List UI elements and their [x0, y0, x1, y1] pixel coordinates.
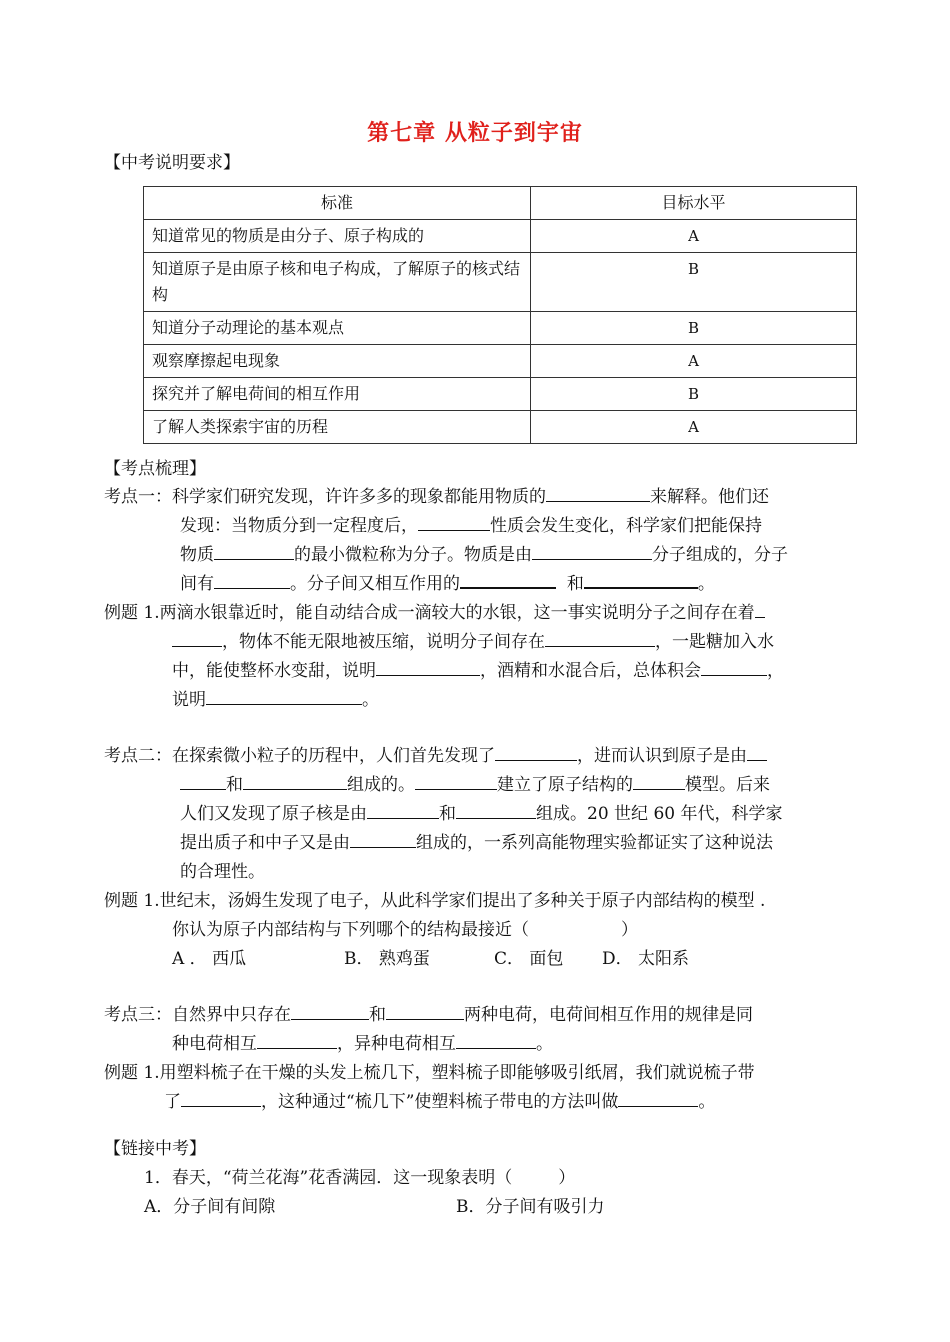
kp2-text: 提出质子和中子又是由	[180, 833, 350, 853]
ex2-options	[172, 944, 690, 969]
ex1-line2	[172, 627, 774, 652]
kp1-text: 物质	[180, 545, 214, 565]
option-b[interactable]: B．分子间有吸引力	[456, 1197, 605, 1217]
ex3-text: 用塑料梳子在干燥的头发上梳几下，塑料梳子即能够吸引纸屑，我们就说梳子带	[159, 1063, 755, 1083]
ex3-text: 。	[698, 1092, 716, 1112]
header-standard: 标准	[144, 187, 531, 220]
kp2-text: 人们又发现了原子核是由	[180, 804, 367, 824]
table-row	[144, 378, 857, 411]
ex2-line2	[172, 915, 638, 940]
table-row	[144, 220, 857, 253]
cell-level: B	[531, 378, 857, 411]
kp2-line1	[104, 741, 767, 766]
option-d[interactable]: D． 太阳系	[602, 949, 690, 969]
requirements-table	[143, 186, 857, 444]
blank[interactable]	[243, 771, 347, 790]
cell-level: B	[531, 253, 857, 312]
kp1-line3	[180, 540, 788, 565]
kp2-text: 的合理性。	[180, 862, 265, 882]
q1-text: 1．春天，“荷兰花海”花香满园．这一现象表明（	[144, 1168, 513, 1188]
ex1-text: 说明	[172, 690, 206, 710]
ex2-text: 你认为原子内部结构与下列哪个的结构最接近（	[172, 920, 529, 940]
option-b[interactable]: B． 熟鸡蛋	[344, 949, 430, 969]
table-row	[144, 312, 857, 345]
kp2-text: ，进而认识到原子是由	[577, 746, 747, 766]
blank[interactable]	[206, 686, 362, 705]
blank[interactable]	[180, 771, 226, 790]
cell-standard: 观察摩擦起电现象	[144, 345, 531, 378]
ex2-text: ）	[621, 920, 638, 940]
kp1-text: 性质会发生变化，科学家们把能保持	[490, 516, 762, 536]
blank[interactable]	[701, 657, 767, 676]
page-title: 第七章 从粒子到宇宙	[367, 120, 583, 146]
kp2-text: 模型。后来	[685, 775, 770, 795]
blank[interactable]	[755, 599, 765, 618]
kp1-label: 考点一：	[104, 487, 172, 507]
blank[interactable]	[367, 800, 439, 819]
ex3-label: 例题 1.	[104, 1063, 160, 1083]
kp2-line5	[180, 857, 265, 882]
ex1-text: ，酒精和水混合后，总体积会	[480, 661, 701, 681]
ex1-label: 例题 1.	[104, 603, 160, 623]
review-heading: 【考点梳理】	[104, 459, 206, 479]
blank[interactable]	[418, 512, 490, 531]
ex1-line1	[104, 598, 765, 623]
ex3-text: 了	[164, 1092, 181, 1112]
kp1-text: 间有	[180, 574, 214, 594]
kp2-line4	[180, 828, 773, 853]
blank[interactable]	[495, 742, 577, 761]
cell-standard: 了解人类探索宇宙的历程	[144, 411, 531, 444]
kp2-text: 和	[226, 775, 243, 795]
kp3-text: 和	[369, 1005, 386, 1025]
blank[interactable]	[214, 570, 290, 589]
ex1-text: 。	[362, 690, 379, 710]
blank[interactable]	[633, 771, 685, 790]
cell-standard: 知道原子是由原子核和电子构成，了解原子的核式结构	[144, 253, 531, 312]
blank[interactable]	[456, 800, 536, 819]
kp3-line1	[104, 1000, 753, 1025]
header-level: 目标水平	[531, 187, 857, 220]
blank[interactable]	[456, 1030, 536, 1049]
ex3-line2	[164, 1087, 715, 1112]
cell-level: A	[531, 345, 857, 378]
kp1-line1	[104, 482, 769, 507]
blank[interactable]	[376, 657, 480, 676]
kp1-text: 和	[566, 574, 584, 594]
kp3-label: 考点三：	[104, 1005, 172, 1025]
blank[interactable]	[460, 569, 556, 589]
ex2-label: 例题 1.	[104, 891, 160, 911]
cell-standard: 知道分子动理论的基本观点	[144, 312, 531, 345]
table-row	[144, 253, 857, 312]
q1-options	[144, 1192, 605, 1217]
kp3-text: 种电荷相互	[172, 1034, 257, 1054]
ex1-text: 两滴水银靠近时，能自动结合成一滴较大的水银，这一事实说明分子之间存在着	[159, 603, 755, 623]
kp3-line2	[172, 1029, 553, 1054]
blank[interactable]	[257, 1030, 337, 1049]
kp1-line2	[180, 511, 762, 536]
blank[interactable]	[618, 1088, 698, 1107]
option-a[interactable]: A．分子间有间隙	[144, 1197, 276, 1217]
kp2-text: 建立了原子结构的	[497, 775, 633, 795]
kp2-text: 组成的，一系列高能物理实验都证实了这种说法	[416, 833, 773, 853]
blank[interactable]	[181, 1088, 261, 1107]
kp1-text: 。分子间又相互作用的	[290, 574, 460, 594]
ex1-line4	[172, 685, 379, 710]
cell-standard: 知道常见的物质是由分子、原子构成的	[144, 220, 531, 253]
blank[interactable]	[214, 541, 294, 560]
link-heading: 【链接中考】	[104, 1139, 206, 1159]
kp3-text: 。	[536, 1034, 553, 1054]
blank[interactable]	[350, 829, 416, 848]
kp1-line4	[180, 569, 715, 594]
kp1-text: 来解释。他们还	[650, 487, 769, 507]
blank[interactable]	[532, 541, 652, 560]
kp1-text: 分子组成的，分子	[652, 545, 788, 565]
ex2-text: 世纪末，汤姆生发现了电子，从此科学家们提出了多种关于原子内部结构的模型 .	[159, 891, 766, 911]
kp2-line2	[180, 770, 770, 795]
kp2-text: 组成。20 世纪 60 年代，科学家	[536, 804, 783, 824]
q1-stem	[144, 1163, 575, 1188]
ex3-line1	[104, 1058, 755, 1083]
kp3-text: ，异种电荷相互	[337, 1034, 456, 1054]
table-header-row	[144, 187, 857, 220]
kp2-line3	[180, 799, 782, 824]
requirements-heading: 【中考说明要求】	[104, 153, 240, 173]
blank[interactable]	[291, 1001, 369, 1020]
table-row	[144, 411, 857, 444]
ex3-text: ，这种通过“梳几下”使塑料梳子带电的方法叫做	[261, 1092, 619, 1112]
ex2-line1	[104, 886, 765, 911]
ex1-text: ，物体不能无限地被压缩，说明分子间存在	[222, 632, 545, 652]
cell-level: B	[531, 312, 857, 345]
blank[interactable]	[546, 483, 650, 502]
ex1-text: ，	[767, 661, 784, 681]
kp1-text: 的最小微粒称为分子。物质是由	[294, 545, 532, 565]
cell-level: A	[531, 220, 857, 253]
cell-level: A	[531, 411, 857, 444]
cell-standard: 探究并了解电荷间的相互作用	[144, 378, 531, 411]
ex1-text: 中，能使整杯水变甜，说明	[172, 661, 376, 681]
kp2-label: 考点二：	[104, 746, 172, 766]
blank[interactable]	[584, 569, 698, 589]
table-row	[144, 345, 857, 378]
kp2-text: 和	[439, 804, 456, 824]
ex1-line3	[172, 656, 784, 681]
kp1-text: 发现：当物质分到一定程度后，	[180, 516, 418, 536]
kp3-text: 两种电荷，电荷间相互作用的规律是同	[464, 1005, 753, 1025]
kp3-text: 自然界中只存在	[172, 1005, 291, 1025]
option-c[interactable]: C． 面包	[494, 949, 564, 969]
blank[interactable]	[386, 1001, 464, 1020]
kp1-text: 。	[697, 574, 715, 594]
kp1-text: 科学家们研究发现，许许多多的现象都能用物质的	[172, 487, 546, 507]
ex1-text: ，一匙糖加入水	[655, 632, 774, 652]
blank[interactable]	[747, 742, 767, 761]
kp2-text: 组成的。	[347, 775, 415, 795]
blank[interactable]	[415, 771, 497, 790]
blank[interactable]	[545, 628, 655, 647]
option-a[interactable]: A ． 西瓜	[172, 949, 247, 969]
q1-text: ）	[558, 1168, 576, 1188]
blank[interactable]	[172, 628, 222, 647]
kp2-text: 在探索微小粒子的历程中，人们首先发现了	[172, 746, 495, 766]
